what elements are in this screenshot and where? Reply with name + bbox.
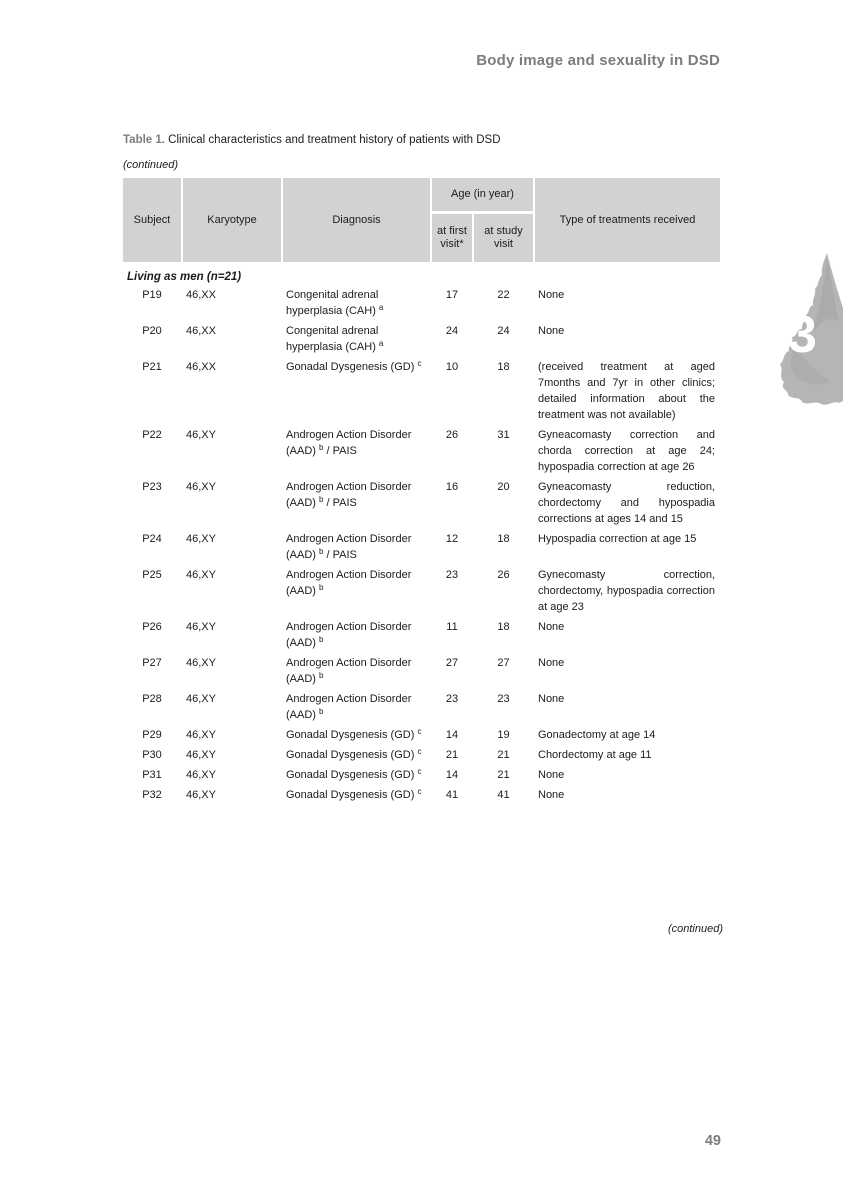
cell-age-study-visit: 22 [497, 289, 510, 301]
cell-subject: P32 [142, 789, 162, 801]
header-age-first-visit: at first visit* [432, 214, 472, 262]
diagnosis-footnote-mark: c [417, 359, 422, 368]
cell-age-first-visit: 23 [445, 693, 459, 705]
cell-karyotype: 46,XY [186, 621, 216, 633]
cell-treatment: None [538, 657, 565, 669]
cell-karyotype: 46,XY [186, 569, 216, 581]
header-diagnosis: Diagnosis [283, 178, 430, 262]
cell-age-first-visit: 21 [445, 749, 459, 761]
table-row [123, 767, 720, 783]
cell-age-study-visit: 18 [497, 533, 510, 545]
cell-age-study-visit: 21 [497, 769, 510, 781]
cell-treatment: None [538, 693, 565, 705]
cell-age-study-visit: 18 [497, 361, 510, 373]
cell-subject: P29 [142, 729, 162, 741]
cell-diagnosis: Androgen Action Disorder (AAD) $^b$ [286, 569, 412, 597]
cell-diagnosis: Androgen Action Disorder (AAD) $^b$ [286, 693, 412, 721]
cell-age-first-visit: 14 [445, 769, 459, 781]
cell-treatment: Chordectomy at age 11 [538, 749, 652, 761]
cell-diagnosis: Gonadal Dysgenesis (GD) $^c$ [286, 359, 422, 373]
cell-treatment: (received treatment at aged 7months and 7yr in other clinics; detailed information about the treatment was not available) [538, 361, 715, 421]
table-row [123, 655, 720, 687]
cell-subject: P22 [142, 429, 162, 441]
diagnosis-footnote-mark: a [378, 303, 384, 312]
cell-treatment: None [538, 769, 565, 781]
cell-diagnosis: Gonadal Dysgenesis (GD) $^c$ [286, 747, 422, 761]
cell-diagnosis: Androgen Action Disorder (AAD) $^b$ / PAIS [286, 429, 412, 457]
cell-age-study-visit: 26 [497, 569, 510, 581]
cell-karyotype: 46,XY [186, 533, 216, 545]
cell-karyotype: 46,XY [186, 693, 216, 705]
table-caption [123, 134, 501, 146]
cell-treatment: Gyneacomasty correction and chorda correction at age 24; hypospadia correction at age 26 [538, 429, 715, 473]
cell-age-study-visit: 21 [497, 749, 510, 761]
cell-subject: P21 [142, 361, 162, 373]
cell-age-first-visit: 23 [445, 569, 459, 581]
cell-diagnosis: Congenital adrenal hyperplasia (CAH) $^a$ [286, 325, 384, 353]
diagnosis-footnote-mark: b [319, 671, 324, 680]
cell-age-first-visit: 14 [445, 729, 459, 741]
diagnosis-footnote-mark: c [417, 767, 422, 776]
page-number: 49 [704, 1133, 721, 1149]
cell-subject: P25 [142, 569, 162, 581]
cell-subject: P26 [142, 621, 162, 633]
table-row [123, 619, 720, 651]
cell-age-study-visit: 23 [497, 693, 510, 705]
cell-karyotype: 46,XY [186, 429, 216, 441]
cell-age-study-visit: 31 [497, 429, 510, 441]
diagnosis-footnote-mark: b [319, 707, 324, 716]
table-row [123, 359, 720, 423]
diagnosis-footnote-mark: b [319, 583, 324, 592]
table-row [123, 427, 720, 475]
table-caption-label: Table 1. [123, 134, 165, 146]
cell-karyotype: 46,XX [186, 361, 216, 373]
cell-treatment: Hypospadia correction at age 15 [538, 533, 697, 545]
cell-diagnosis: Gonadal Dysgenesis (GD) $^c$ [286, 787, 422, 801]
cell-diagnosis: Gonadal Dysgenesis (GD) $^c$ [286, 767, 422, 781]
table-row [123, 323, 720, 355]
cell-karyotype: 46,XY [186, 729, 216, 741]
cell-age-first-visit: 24 [445, 325, 459, 337]
cell-subject: P30 [142, 749, 162, 761]
cell-karyotype: 46,XY [186, 657, 216, 669]
cell-subject: P28 [142, 693, 162, 705]
running-head: Body image and sexuality in DSD [476, 52, 720, 69]
cell-subject: P19 [142, 289, 162, 301]
cell-age-first-visit: 16 [445, 481, 459, 493]
gunungan-icon [775, 253, 843, 405]
diagnosis-footnote-mark: a [378, 339, 384, 348]
cell-karyotype: 46,XY [186, 481, 216, 493]
cell-treatment: None [538, 789, 565, 801]
cell-karyotype: 46,XY [186, 789, 216, 801]
cell-age-study-visit: 20 [497, 481, 510, 493]
table-row [123, 727, 720, 743]
cell-subject: P27 [142, 657, 162, 669]
cell-diagnosis: Gonadal Dysgenesis (GD) $^c$ [286, 727, 422, 741]
cell-treatment: Gonadectomy at age 14 [538, 729, 656, 741]
continued-note-top: (continued) [123, 159, 179, 171]
cell-karyotype: 46,XX [186, 289, 216, 301]
cell-diagnosis: Androgen Action Disorder (AAD) $^b$ / PAIS [286, 533, 412, 561]
table-row [123, 567, 720, 615]
header-subject: Subject [123, 178, 181, 262]
cell-age-first-visit: 17 [445, 289, 459, 301]
continued-note-bottom: (continued) [667, 923, 723, 935]
diagnosis-footnote-mark: c [417, 787, 422, 796]
cell-age-study-visit: 19 [497, 729, 510, 741]
cell-age-first-visit: 10 [445, 361, 459, 373]
section-header: Living as men (n=21) [127, 271, 242, 283]
table-row [123, 691, 720, 723]
header-karyotype: Karyotype [183, 178, 281, 262]
cell-subject: P24 [142, 533, 162, 545]
diagnosis-footnote-mark: b [319, 443, 324, 452]
cell-treatment: None [538, 325, 565, 337]
table-row [123, 479, 720, 527]
cell-subject: P31 [142, 769, 162, 781]
table-row [123, 287, 720, 319]
cell-treatment: Gynecomasty correction, chordectomy, hypospadia correction at age 23 [538, 569, 715, 613]
cell-karyotype: 46,XX [186, 325, 216, 337]
table-row [123, 787, 720, 803]
cell-treatment: None [538, 289, 565, 301]
cell-diagnosis: Congenital adrenal hyperplasia (CAH) $^a$ [286, 289, 384, 317]
table-body [123, 287, 720, 803]
cell-diagnosis: Androgen Action Disorder (AAD) $^b$ [286, 657, 412, 685]
cell-age-first-visit: 26 [445, 429, 459, 441]
cell-karyotype: 46,XY [186, 749, 216, 761]
cell-age-first-visit: 41 [445, 789, 459, 801]
clinical-table [123, 178, 720, 807]
cell-age-study-visit: 24 [497, 325, 510, 337]
header-age-study-visit: at study visit [474, 214, 533, 262]
cell-subject: P20 [142, 325, 162, 337]
table-row [123, 531, 720, 563]
diagnosis-footnote-mark: b [319, 635, 324, 644]
diagnosis-footnote-mark: c [417, 747, 422, 756]
table-row [123, 747, 720, 763]
cell-age-study-visit: 18 [497, 621, 510, 633]
diagnosis-footnote-mark: c [417, 727, 422, 736]
cell-age-first-visit: 11 [446, 621, 458, 633]
cell-age-study-visit: 41 [497, 789, 510, 801]
diagnosis-footnote-mark: b [319, 547, 324, 556]
header-age-group: Age (in year) [432, 178, 533, 211]
cell-age-first-visit: 12 [445, 533, 459, 545]
diagnosis-footnote-mark: b [319, 495, 324, 504]
cell-diagnosis: Androgen Action Disorder (AAD) $^b$ [286, 621, 412, 649]
cell-treatment: None [538, 621, 565, 633]
cell-age-first-visit: 27 [445, 657, 459, 669]
table-caption-text: Clinical characteristics and treatment history of patients with DSD [168, 134, 501, 146]
cell-subject: P23 [142, 481, 162, 493]
cell-treatment: Gyneacomasty reduction, chordectomy and hypospadia corrections at ages 14 and 15 [538, 481, 715, 525]
cell-diagnosis: Androgen Action Disorder (AAD) $^b$ / PAIS [286, 481, 412, 509]
header-treatments: Type of treatments received [535, 178, 720, 262]
cell-age-study-visit: 27 [497, 657, 510, 669]
chapter-ornament [775, 253, 843, 405]
cell-karyotype: 46,XY [186, 769, 216, 781]
table-header [123, 178, 720, 262]
chapter-number: 3 [788, 306, 817, 364]
